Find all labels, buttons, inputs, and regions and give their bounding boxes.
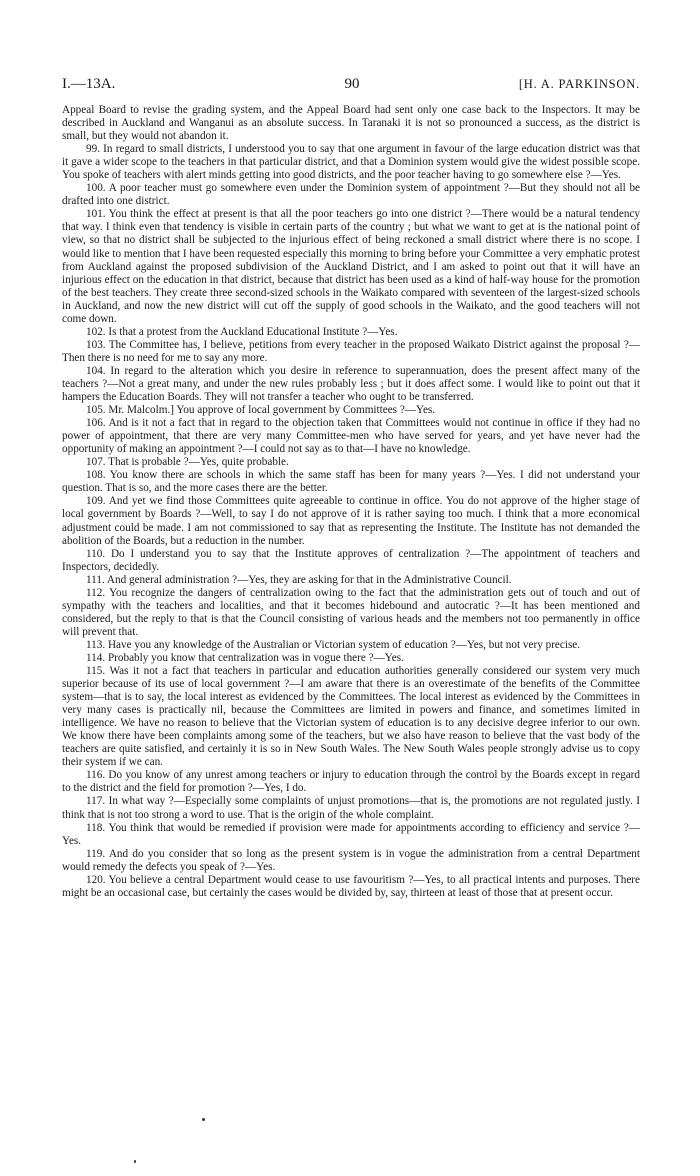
paragraph: 120. You believe a central Department would cease to use favouritism ?—Yes, to all practical intents and purposes. There might be an occasional case, but certainly the cases would be divided by, say, thirteen at least of those that at present occur.: [62, 873, 640, 899]
paragraph: 100. A poor teacher must go somewhere even under the Dominion system of appointment ?—But they should not all be drafted into one district.: [62, 182, 640, 208]
document-body: [62, 104, 640, 900]
paragraph: 117. In what way ?—Especially some complaints of unjust promotions—that is, the promotions are not regulated justly. I think that is not too strong a word to use. That is the origin of the whole complaint.: [62, 795, 640, 821]
paragraph: 103. The Committee has, I believe, petitions from every teacher in the proposed Waikato District against the proposal ?—Then there is no need for me to say any more.: [62, 338, 640, 364]
document-reference: I.—13A.: [62, 76, 116, 92]
paragraph: 99. In regard to small districts, I understood you to say that one argument in favour of the large education district was that it gave a wider scope to the teachers in that particular district, and that a Dominion system would give the widest possible scope. You spoke of teachers with alert minds getting into good districts, and the poor teacher having to go somewhere else ?—Yes.: [62, 143, 640, 182]
page-number: 90: [344, 76, 360, 92]
paragraph: 104. In regard to the alteration which you desire in reference to superannuation, does the present affect many of the teachers ?—Not a great many, and under the new rules probably less ; but it does affect some. I would like to point out that it hampers the Education Boards. They will not transfer a teacher who ought to be transferred.: [62, 364, 640, 404]
paragraph: 119. And do you consider that so long as the present system is in vogue the administration from a central Department would remedy the defects you speak of ?—Yes.: [62, 847, 640, 873]
paragraph: 114. Probably you know that centralization was in vogue there ?—Yes.: [86, 651, 404, 664]
paragraph: 115. Was it not a fact that teachers in particular and education authorities generally considered our system very much superior because of its use of local government ?—I am aware that there is an overestimate of the benefits of the Committee system—that is to say, the local interest as evidenced by the Committees. The local interest as evidenced by the Committees in very many cases is practically nil, because the Committees are limited in powers and finance, and sometimes limited in intelligence. We have no reason to believe that the Victorian system of education is to any decisive degree inferior to our own. We know there have been complaints among some of the teachers, but we also have reason to believe that the vast body of the teachers are quite satisfied, and certainly it is so in New South Wales. The New South Wales people strongly advise us to copy their system if we can.: [62, 665, 640, 769]
paragraph: 118. You think that would be remedied if provision were made for appointments according to efficiency and service ?—Yes.: [62, 821, 640, 847]
paragraph: 116. Do you know of any unrest among teachers or injury to education through the control by the Boards except in regard to the district and the field for promotion ?—Yes, I do.: [62, 769, 640, 795]
paragraph: 113. Have you any knowledge of the Australian or Victorian system of education ?—Yes, but not very precise.: [86, 638, 581, 651]
paragraph: 108. You know there are schools in which the same staff has been for many years ?—Yes. I did not understand your question. That is so, and the more cases there are the better.: [62, 469, 640, 495]
witness-name: [H. A. PARKINSON.: [518, 77, 640, 91]
paragraph: 107. That is probable ?—Yes, quite probable.: [86, 456, 289, 469]
ink-speck: [202, 1118, 205, 1121]
paragraph: 110. Do I understand you to say that the Institute approves of centralization ?—The appointment of teachers and Inspectors, decidedly.: [62, 547, 640, 573]
page-header: [62, 76, 640, 96]
paragraph: 105. Mr. Malcolm.] You approve of local government by Committees ?—Yes.: [86, 404, 436, 417]
paragraph: 101. You think the effect at present is that all the poor teachers go into one district ?—There would be a natural tendency that way. I think even that tendency is visible in certain parts of the country ; but what we want to get at is the national point of view, so that no district shall be subjected to the injurious effect of being reckoned a small district where there is no scope. I would like to mention that I have been requested especially this morning to bring before your Committee a very emphatic protest from Auckland against the proposed subdivision of the Auckland District, and I am asked to point out that it will have an injurious effect on the education in that district, because that district has been used as a kind of half-way house for the promotion of the best teachers. They create three second-sized schools in the Waikato compared with seventeen of the largest-sized schools in Auckland, and now the new district will cut off the supply of good schools in the Waikato, and the good teachers will not come down.: [62, 208, 640, 325]
paragraph: 112. You recognize the dangers of centralization owing to the fact that the administration gets out of touch and out of sympathy with the teachers and localities, and that it becomes hidebound and autocratic ?—It has been mentioned and considered, but the reply to that is that the Council consisting of various heads and the members not too permanently in office will prevent that.: [62, 586, 640, 638]
paragraph: 109. And yet we find those Committees quite agreeable to continue in office. You do not approve of the higher stage of local government by Boards ?—Well, to say I do not approve of it is rather saying too much. I think that a more economical adjustment could be made. I am not commissioned to say that as representing the Institute. The Institute has not demanded the abolition of the Boards, but a reduction in the number.: [62, 495, 640, 547]
paragraph: Appeal Board to revise the grading system, and the Appeal Board had sent only one case back to the Inspectors. It may be described in Auckland and Wanganui as an absolute success. In Taranaki it is not so pronounced a success, as the district is small, but they would not abandon it.: [62, 104, 640, 143]
paragraph: 111. And general administration ?—Yes, they are asking for that in the Administrative Council.: [86, 573, 512, 586]
ink-speck: [134, 1160, 136, 1163]
paragraph: 102. Is that a protest from the Auckland Educational Institute ?—Yes.: [86, 325, 398, 338]
paragraph: 106. And is it not a fact that in regard to the objection taken that Committees would not continue in office if they had no power of appointment, that there are very many Committee-men who have served for years, and yet have never had the opportunity of making an appointment ?—I could not say as to that—I have no knowledge.: [62, 417, 640, 456]
